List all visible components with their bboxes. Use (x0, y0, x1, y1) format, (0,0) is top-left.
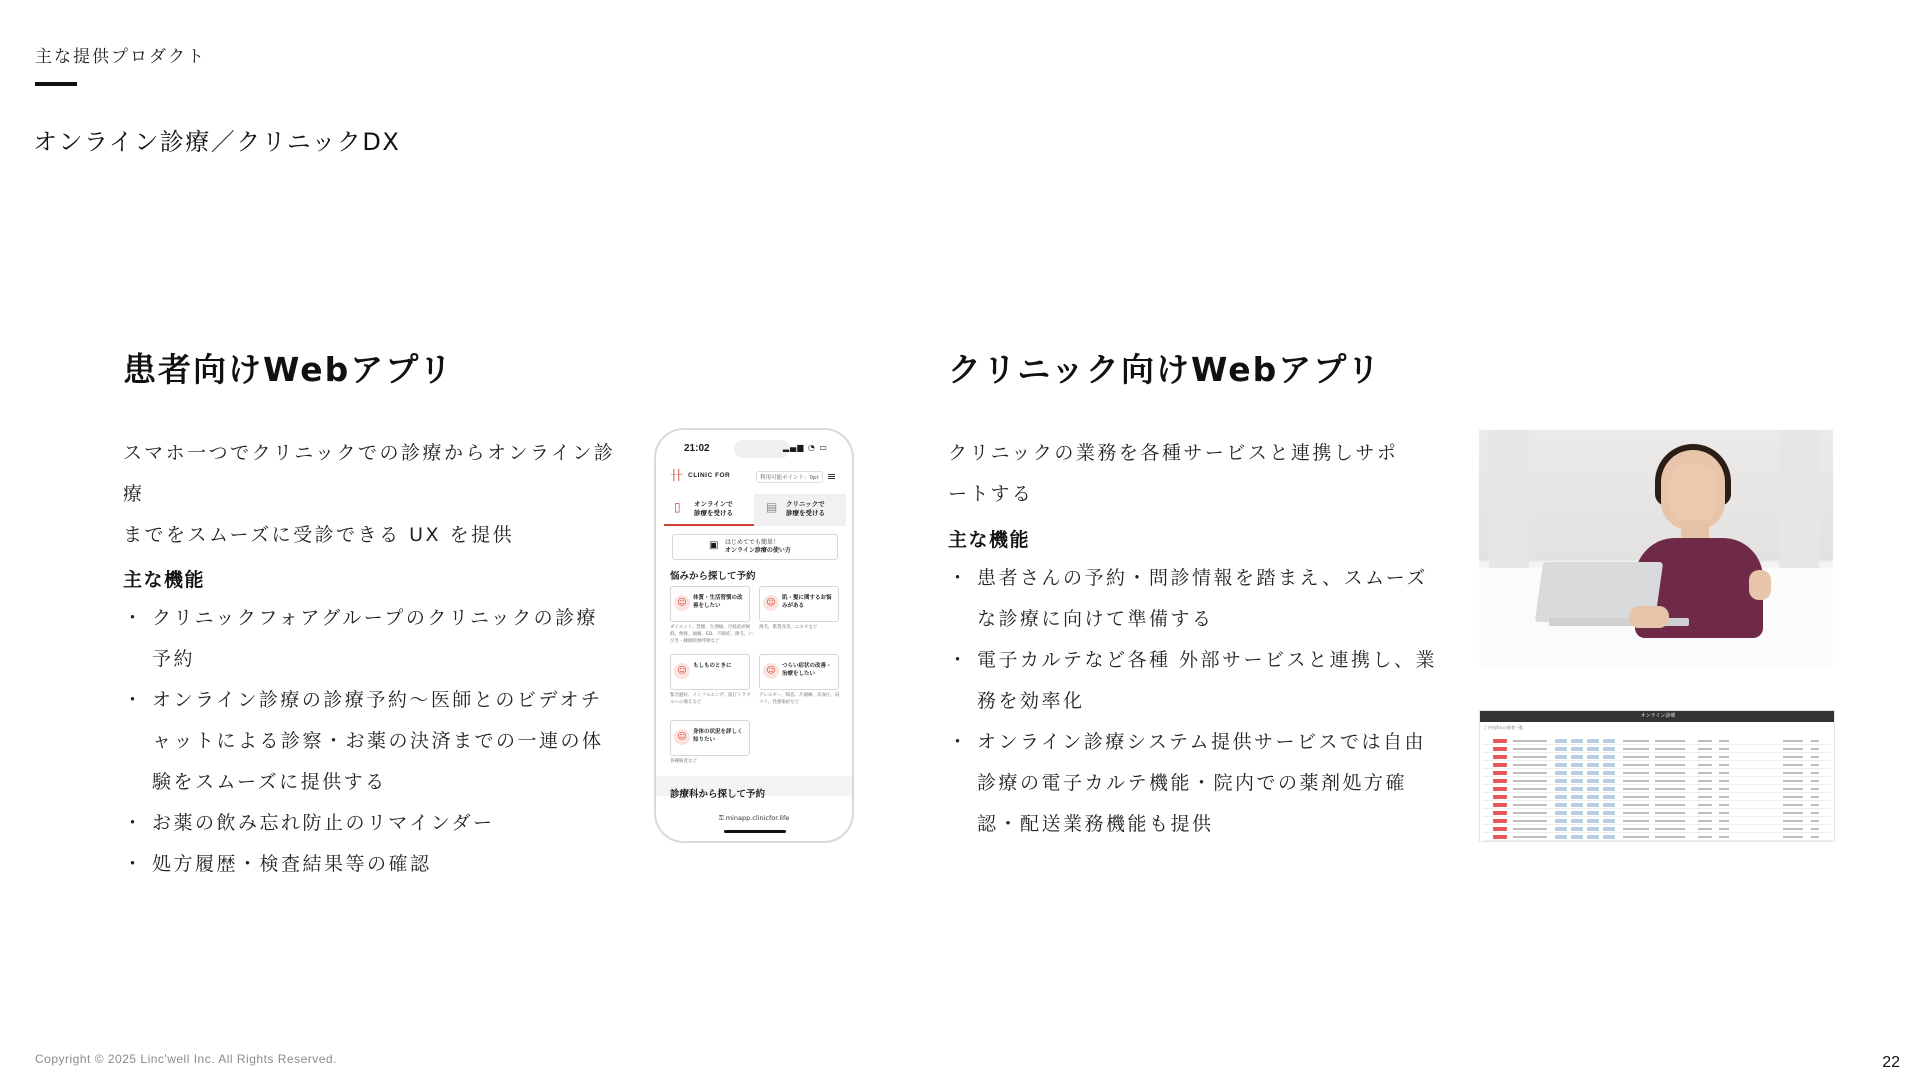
cell-text (1719, 836, 1729, 838)
cell-tag (1603, 803, 1615, 807)
cell-tag (1587, 795, 1599, 799)
cell-text (1698, 796, 1712, 798)
patient-features-title: 主な機能 (123, 569, 206, 591)
dynamic-island (734, 440, 790, 458)
logo-text: CLINIC FOR (688, 472, 731, 479)
cell-text (1513, 788, 1533, 790)
cell-tag (1603, 787, 1615, 791)
cell-tag (1603, 795, 1615, 799)
symptom-section-title: 悩みから探して予約 (670, 571, 756, 582)
cell-text (1623, 796, 1649, 798)
cell-text (1698, 828, 1712, 830)
symptom-card (670, 586, 750, 622)
cell-text (1655, 820, 1685, 822)
app-header (670, 468, 840, 486)
cell-tag (1603, 771, 1615, 775)
cell-tag (1587, 787, 1599, 791)
cell-text (1531, 804, 1547, 806)
cell-tag (1571, 819, 1583, 823)
symptom-card (759, 654, 839, 690)
status-tag (1493, 819, 1507, 823)
page-title: オンライン診療／クリニックDX (33, 128, 401, 156)
cell-text (1513, 820, 1533, 822)
cell-text (1811, 772, 1819, 774)
cell-text (1783, 828, 1803, 830)
table-row (1483, 795, 1831, 801)
person-icon: ☺ (763, 663, 779, 679)
cell-tag (1555, 763, 1567, 767)
table-row (1483, 747, 1831, 753)
cell-text (1811, 820, 1819, 822)
status-tag (1493, 755, 1507, 759)
cell-text (1719, 764, 1729, 766)
feature-item: ・ オンライン診療システム提供サービスでは自由診療の電子カルテ機能・院内での薬剤処方確認・配送業務機能も提供 (948, 722, 1438, 845)
cell-text (1655, 756, 1685, 758)
cell-text (1811, 780, 1819, 782)
cell-text (1719, 804, 1729, 806)
cell-text (1811, 764, 1819, 766)
cell-text (1783, 756, 1803, 758)
feature-item: ・ お薬の飲み忘れ防止のリマインダー (123, 803, 613, 844)
cell-text (1623, 820, 1649, 822)
howto-banner (672, 534, 838, 560)
howto-line: オンライン診療の使い方 (725, 547, 791, 554)
cell-tag (1555, 811, 1567, 815)
cell-text (1655, 828, 1685, 830)
cell-text (1531, 780, 1547, 782)
cell-tag (1587, 747, 1599, 751)
cell-text (1698, 772, 1712, 774)
cell-text (1698, 780, 1712, 782)
cell-text (1698, 756, 1712, 758)
cell-text (1531, 828, 1547, 830)
cell-text (1531, 748, 1547, 750)
table-row (1483, 779, 1831, 785)
status-tag (1493, 803, 1507, 807)
cell-tag (1571, 739, 1583, 743)
cell-text (1783, 764, 1803, 766)
url-bar (656, 814, 852, 823)
cell-text (1623, 828, 1649, 830)
clinic-app-description: クリニックの業務を各種サービスと連携しサポートする (948, 442, 1399, 505)
person-icon: ☺ (763, 595, 779, 611)
cell-tag (1555, 787, 1567, 791)
status-tag (1493, 779, 1507, 783)
cell-text (1655, 796, 1685, 798)
cell-text (1811, 740, 1819, 742)
card-label: 治療をしたい (782, 671, 816, 677)
card-note: 緊急避妊、インフルエンザ、旅行トラブルへの備えなど (670, 693, 751, 705)
cell-text (1783, 740, 1803, 742)
clinic-dashboard-screenshot (1479, 710, 1835, 842)
cell-text (1623, 788, 1649, 790)
status-tag (1493, 771, 1507, 775)
cell-tag (1587, 835, 1599, 839)
cell-tag (1555, 803, 1567, 807)
patient-feature-list (123, 598, 613, 885)
cell-text (1623, 780, 1649, 782)
table-row (1483, 811, 1831, 817)
symptom-card (670, 654, 750, 690)
cell-tag (1571, 835, 1583, 839)
card-label: 体質・生活習慣の改 (693, 595, 743, 601)
table-row (1483, 835, 1831, 841)
cell-tag (1603, 739, 1615, 743)
table-row (1483, 739, 1831, 745)
cell-tag (1587, 771, 1599, 775)
copyright: Copyright © 2025 Linc'well Inc. All Rights Reserved. (35, 1052, 337, 1066)
cell-text (1531, 772, 1547, 774)
cell-text (1623, 748, 1649, 750)
cell-tag (1571, 755, 1583, 759)
cell-text (1655, 804, 1685, 806)
url-text: minapp.clinicfor.life (725, 814, 790, 822)
cell-tag (1555, 739, 1567, 743)
card-label: みがある (782, 603, 805, 609)
guide-book-icon: ▣ (709, 540, 719, 551)
cell-text (1513, 740, 1533, 742)
symptom-card (670, 720, 750, 756)
cell-text (1513, 804, 1533, 806)
description-line: までをスムーズに受診できる UX を提供 (123, 524, 515, 546)
cell-tag (1603, 835, 1615, 839)
cell-text (1698, 748, 1712, 750)
cell-text (1719, 740, 1729, 742)
cell-text (1811, 748, 1819, 750)
cell-text (1698, 812, 1712, 814)
clinic-building-icon: ▤ (766, 500, 778, 514)
table-row (1483, 803, 1831, 809)
cell-tag (1571, 811, 1583, 815)
cell-text (1698, 804, 1712, 806)
clinic-for-logo-icon: 卄 (670, 469, 684, 484)
description-line: スマホ一つでクリニックでの診療からオンライン診療 (123, 442, 616, 505)
clinic-features-title: 主な機能 (948, 529, 1031, 551)
status-tag (1493, 835, 1507, 839)
person-icon: ☺ (674, 663, 690, 679)
cell-tag (1555, 779, 1567, 783)
cell-tag (1603, 747, 1615, 751)
cell-tag (1603, 819, 1615, 823)
tab-label: 診療を受ける (694, 509, 733, 517)
cell-tag (1571, 787, 1583, 791)
table-row (1483, 755, 1831, 761)
kicker-underline (35, 82, 77, 86)
cell-text (1811, 756, 1819, 758)
status-tag (1493, 739, 1507, 743)
cell-text (1811, 796, 1819, 798)
cell-text (1513, 756, 1533, 758)
card-note: アレルギー、喘息、片頭痛、高血圧、肩コリ、性感染症など (759, 693, 840, 705)
cell-text (1783, 772, 1803, 774)
cell-text (1531, 764, 1547, 766)
cell-tag (1587, 827, 1599, 831)
table-row (1483, 763, 1831, 769)
patient-app-heading: 患者向けWebアプリ (123, 350, 454, 389)
cell-text (1783, 748, 1803, 750)
cell-text (1783, 820, 1803, 822)
cell-tag (1587, 811, 1599, 815)
lock-icon: ⚿ (718, 814, 726, 822)
cell-text (1531, 836, 1547, 838)
status-icons: ▂▄▆ ◔ ▭ (782, 443, 828, 452)
card-note: 各種検査など (670, 759, 697, 764)
cell-text (1513, 772, 1533, 774)
cell-text (1531, 740, 1547, 742)
cell-tag (1555, 819, 1567, 823)
cell-tag (1587, 755, 1599, 759)
cell-text (1513, 780, 1533, 782)
card-label: 知りたい (693, 737, 716, 743)
cell-text (1531, 756, 1547, 758)
tab-label: 診療を受ける (786, 509, 825, 517)
cell-tag (1555, 755, 1567, 759)
dashboard-title: オンライン診療 (1640, 713, 1676, 719)
cell-text (1623, 772, 1649, 774)
cell-text (1655, 780, 1685, 782)
cell-tag (1587, 779, 1599, 783)
cell-text (1719, 772, 1729, 774)
cell-text (1655, 748, 1685, 750)
cell-tag (1555, 771, 1567, 775)
cell-text (1719, 820, 1729, 822)
cell-tag (1555, 795, 1567, 799)
cell-text (1531, 812, 1547, 814)
clinic-staff-photo (1479, 430, 1833, 666)
tab-clinic (756, 494, 846, 526)
cell-tag (1555, 827, 1567, 831)
cell-text (1783, 812, 1803, 814)
cell-tag (1587, 739, 1599, 743)
status-tag (1493, 763, 1507, 767)
cell-text (1719, 780, 1729, 782)
cell-tag (1587, 803, 1599, 807)
cell-text (1513, 828, 1533, 830)
cell-text (1783, 780, 1803, 782)
card-note: 薄毛、肌質改善、ニキビなど (759, 625, 818, 630)
cell-text (1698, 788, 1712, 790)
cell-text (1783, 804, 1803, 806)
cell-text (1698, 764, 1712, 766)
cell-tag (1603, 827, 1615, 831)
cell-tag (1587, 819, 1599, 823)
cell-tag (1571, 779, 1583, 783)
cell-tag (1571, 771, 1583, 775)
patient-app-phone-mockup (654, 428, 854, 843)
cell-text (1623, 804, 1649, 806)
table-row (1483, 827, 1831, 833)
cell-text (1655, 740, 1685, 742)
table-row (1483, 787, 1831, 793)
cell-text (1811, 804, 1819, 806)
dashboard-topbar (1480, 711, 1835, 722)
person-icon: ☺ (674, 729, 690, 745)
feature-item: ・ 処方履歴・検査結果等の確認 (123, 844, 613, 885)
smartphone-icon: ▯ (674, 500, 681, 514)
cell-text (1623, 756, 1649, 758)
cell-text (1655, 788, 1685, 790)
cell-text (1655, 836, 1685, 838)
person-icon: ☺ (674, 595, 690, 611)
section-kicker: 主な提供プロダクト (35, 47, 206, 67)
status-tag (1493, 795, 1507, 799)
cell-tag (1603, 755, 1615, 759)
cell-text (1513, 812, 1533, 814)
cell-tag (1603, 811, 1615, 815)
status-tag (1493, 827, 1507, 831)
cell-text (1623, 740, 1649, 742)
hamburger-menu-icon: ≡ (827, 470, 837, 483)
cell-tag (1555, 835, 1567, 839)
booking-tabs (664, 494, 846, 526)
feature-item: ・ クリニックフォアグループのクリニックの診療予約 (123, 598, 613, 680)
clinic-feature-list (948, 558, 1438, 845)
tab-label: クリニックで (786, 500, 825, 508)
cell-tag (1603, 763, 1615, 767)
dashboard-subtitle: ご予約済みの患者一覧 (1483, 725, 1523, 730)
symptom-card (759, 586, 839, 622)
cell-text (1513, 748, 1533, 750)
cell-text (1623, 836, 1649, 838)
card-label: 肌・髪に関するお悩 (782, 595, 832, 601)
cell-text (1698, 820, 1712, 822)
cell-text (1719, 756, 1729, 758)
feature-item: ・ オンライン診療の診療予約～医師とのビデオチャットによる診察・お薬の決済までの一連の体験をスムーズに提供する (123, 680, 613, 803)
status-tag (1493, 787, 1507, 791)
card-label: もしものときに (693, 663, 732, 669)
cell-text (1531, 820, 1547, 822)
cell-text (1783, 836, 1803, 838)
cell-text (1811, 812, 1819, 814)
cell-tag (1571, 795, 1583, 799)
cell-text (1531, 788, 1547, 790)
cell-text (1783, 796, 1803, 798)
cell-text (1719, 828, 1729, 830)
cell-text (1655, 772, 1685, 774)
cell-text (1783, 788, 1803, 790)
cell-text (1719, 788, 1729, 790)
feature-item: ・ 電子カルテなど各種 外部サービスと連携し、業務を効率化 (948, 640, 1438, 722)
status-time: 21:02 (684, 443, 710, 454)
cell-text (1719, 796, 1729, 798)
cell-tag (1603, 779, 1615, 783)
table-row (1483, 819, 1831, 825)
cell-text (1513, 836, 1533, 838)
department-section-title: 診療科から探して予約 (670, 789, 766, 800)
cell-tag (1571, 747, 1583, 751)
cell-text (1655, 764, 1685, 766)
cell-text (1698, 836, 1712, 838)
cell-text (1513, 764, 1533, 766)
card-label: つらい症状の改善・ (782, 663, 832, 669)
status-tag (1493, 811, 1507, 815)
feature-item: ・ 患者さんの予約・問診情報を踏まえ、スムーズな診療に向けて準備する (948, 558, 1438, 640)
clinic-app-heading: クリニック向けWebアプリ (948, 350, 1382, 389)
cell-tag (1571, 803, 1583, 807)
cell-text (1698, 740, 1712, 742)
cell-text (1811, 788, 1819, 790)
home-indicator (724, 830, 786, 833)
cell-tag (1555, 747, 1567, 751)
howto-line: はじめてでも簡単！ (725, 539, 780, 546)
cell-text (1623, 812, 1649, 814)
cell-text (1531, 796, 1547, 798)
cell-tag (1571, 763, 1583, 767)
cell-tag (1587, 763, 1599, 767)
card-label: 身体の状況を詳しく (693, 729, 743, 735)
points-badge: 利用可能ポイント：0pt (756, 471, 823, 483)
cell-text (1513, 796, 1533, 798)
cell-text (1811, 828, 1819, 830)
status-tag (1493, 747, 1507, 751)
cell-text (1811, 836, 1819, 838)
patient-app-description (123, 433, 623, 556)
cell-text (1623, 764, 1649, 766)
table-row (1483, 771, 1831, 777)
cell-text (1655, 812, 1685, 814)
tab-label: オンラインで (694, 500, 733, 508)
cell-tag (1571, 827, 1583, 831)
card-label: 善をしたい (693, 603, 721, 609)
tab-online (664, 494, 754, 526)
page-number: 22 (1882, 1054, 1900, 1071)
card-note: ダイエット、禁煙、生理痛、月経前症候群、便秘、頭痛、ED、不眠症、薄毛、いびき・睡眠時無呼吸など (670, 625, 753, 644)
cell-text (1719, 812, 1729, 814)
cell-text (1719, 748, 1729, 750)
